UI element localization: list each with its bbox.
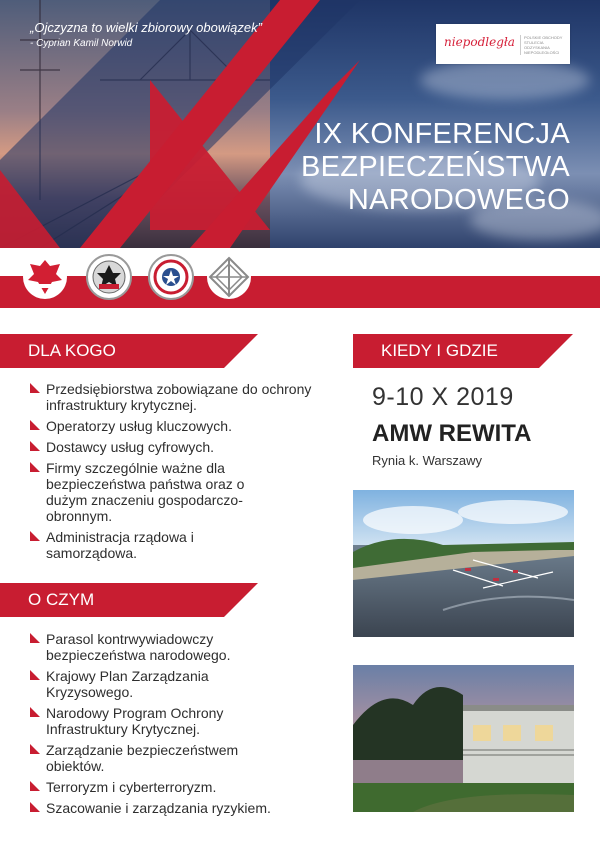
event-place: Rynia k. Warszawy bbox=[372, 453, 483, 468]
page-title bbox=[301, 118, 570, 217]
header-banner bbox=[0, 0, 600, 248]
dla-kogo-heading: DLA KOGO bbox=[28, 341, 116, 360]
list-item: Operatorzy usług kluczowych. bbox=[28, 418, 328, 434]
title-line-3: NARODOWEGO bbox=[347, 184, 570, 216]
list-item: Terroryzm i cyberterroryzm. bbox=[28, 779, 298, 795]
security-academy-badge-icon bbox=[148, 254, 194, 300]
list-item: Narodowy Program Ochrony Infrastruktury Krytycznej. bbox=[28, 705, 261, 737]
kiedy-heading: KIEDY I GDZIE bbox=[381, 341, 498, 360]
title-line-2: BEZPIECZEŃSTWA bbox=[301, 151, 570, 183]
eagle-emblem-icon bbox=[22, 254, 68, 300]
list-item: Firmy szczególnie ważne dla bezpieczeństwa państwa oraz o dużym znaczeniu gospodarczo-obronnym. bbox=[28, 460, 256, 524]
list-item: Przedsiębiorstwa zobowiązane do ochrony infrastruktury krytycznej. bbox=[28, 381, 328, 413]
list-item: Dostawcy usług cyfrowych. bbox=[28, 439, 328, 455]
event-venue: AMW REWITA bbox=[372, 420, 532, 447]
quote-author: - Cyprian Kamil Norwid bbox=[30, 38, 133, 49]
section-header-dla-kogo bbox=[0, 334, 258, 368]
list-item: Krajowy Plan Zarządzania Kryzysowego. bbox=[28, 668, 246, 700]
logo-script: niepodległa bbox=[444, 35, 515, 49]
title-line-1: IX KONFERENCJA bbox=[314, 118, 570, 150]
marina-photo bbox=[353, 490, 574, 637]
section-header-o-czym bbox=[0, 583, 258, 617]
logo-subtitle: POLSKIE OBCHODY STULECIA ODZYSKANIA NIEPODLEGŁOŚCI bbox=[520, 35, 568, 55]
list-item: Parasol kontrwywiadowczy bezpieczeństwa narodowego. bbox=[28, 631, 261, 663]
event-dates: 9-10 X 2019 bbox=[372, 383, 514, 411]
o-czym-heading: O CZYM bbox=[28, 590, 95, 609]
hotel-terrace-photo bbox=[353, 665, 574, 812]
engineering-badge-icon bbox=[206, 254, 252, 300]
list-item: Szacowanie i zarządzania ryzykiem. bbox=[28, 800, 298, 816]
counterintelligence-badge-icon bbox=[86, 254, 132, 300]
list-item: Zarządzanie bezpieczeństwem obiektów. bbox=[28, 742, 271, 774]
quote-text: „Ojczyzna to wielki zbiorowy obowiązek” bbox=[30, 20, 262, 35]
dla-kogo-list bbox=[28, 381, 328, 566]
o-czym-list bbox=[28, 631, 298, 821]
niepodlegla-logo bbox=[436, 24, 570, 64]
list-item: Administracja rządowa i samorządowa. bbox=[28, 529, 216, 561]
section-header-kiedy-i-gdzie bbox=[353, 334, 573, 368]
